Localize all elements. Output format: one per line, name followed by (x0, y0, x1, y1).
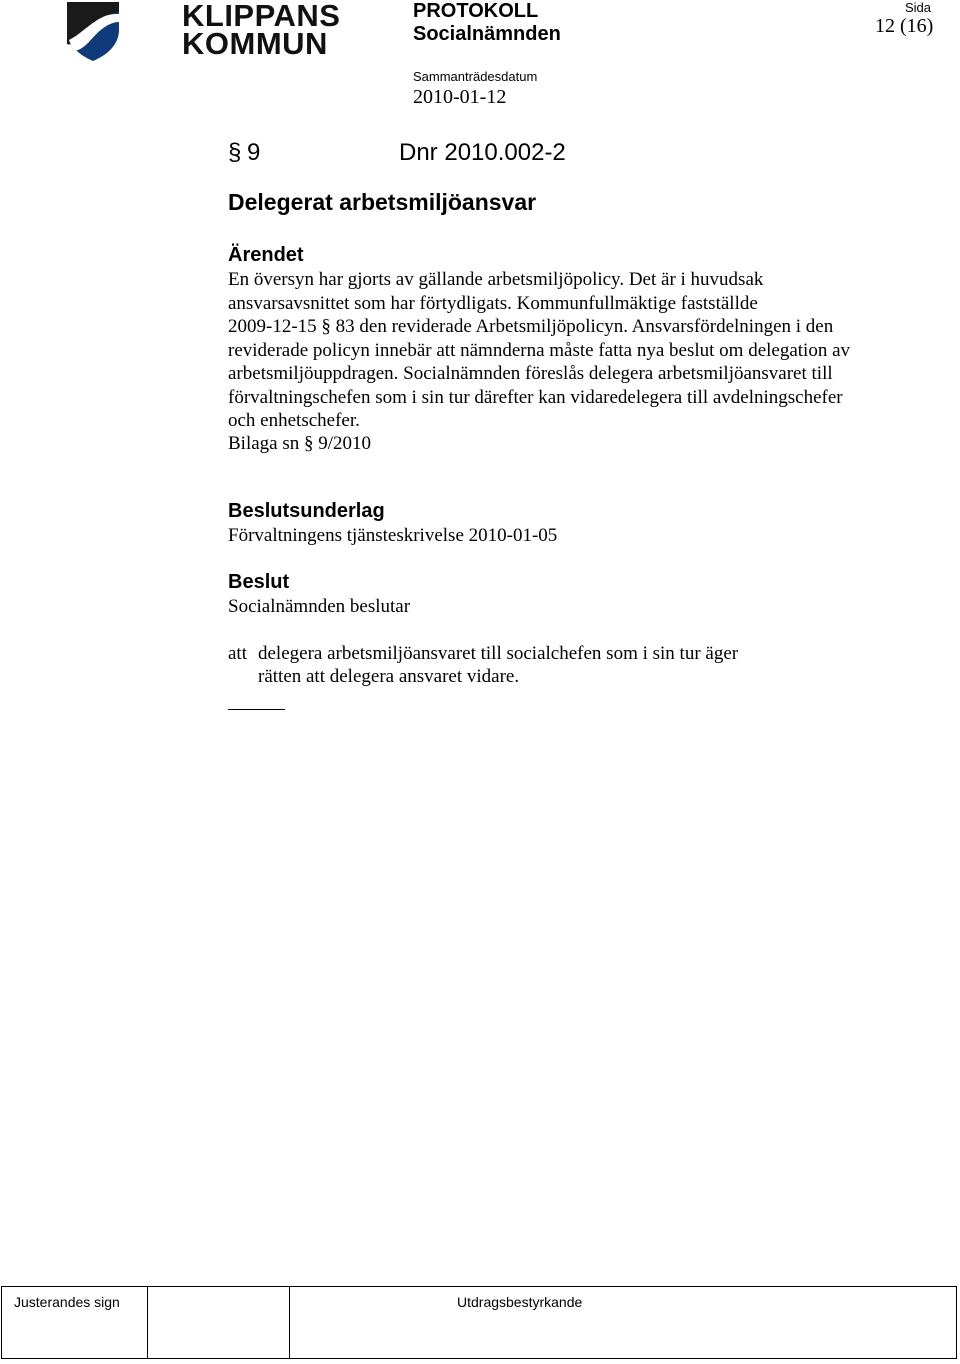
arendet-line: En översyn har gjorts av gällande arbetsmiljöpolicy. Det är i huvudsak (228, 269, 764, 290)
arendet-body (228, 268, 918, 433)
document-type: PROTOKOLL (413, 0, 539, 22)
logo-text-line2: KOMMUN (182, 26, 328, 61)
meeting-date-label: Sammanträdesdatum (413, 69, 538, 84)
decision-line-1: delegera arbetsmiljöansvaret till socialchefen som i sin tur äger (258, 643, 739, 664)
beslut-heading: Beslut (228, 571, 290, 593)
arendet-line: reviderade policyn innebär att nämnderna måste fatta nya beslut om delegation av (228, 339, 851, 361)
utdragsbestyrkande-label: Utdragsbestyrkande (457, 1294, 583, 1310)
paragraph-title: Delegerat arbetsmiljöansvar (228, 189, 537, 215)
end-rule (228, 709, 285, 710)
section-sign: § (228, 139, 242, 166)
arendet-line: 2009-12-15 § 83 den reviderade Arbetsmiljöpolicyn. Ansvarsfördelningen i den (228, 316, 834, 337)
arendet-line: arbetsmiljöuppdragen. Socialnämnden föreslås delegera arbetsmiljöansvaret till (228, 363, 833, 384)
municipality-logo (62, 0, 341, 64)
arendet-line: förvaltningschefen som i sin tur därefter kan vidaredelegera till avdelningschefer (228, 386, 843, 408)
att-word: att (228, 643, 247, 664)
logo-text-line1: KLIPPANS (182, 0, 341, 33)
footer-signature-box (1, 1286, 957, 1359)
beslutsunderlag-text: Förvaltningens tjänsteskrivelse 2010-01-05 (228, 525, 558, 546)
page-label: Sida (905, 0, 932, 15)
arendet-heading: Ärendet (228, 244, 304, 266)
decision-line-2: rätten att delegera ansvaret vidare. (258, 666, 520, 687)
meeting-date: 2010-01-12 (413, 86, 507, 108)
paragraph-number: 9 (247, 139, 261, 166)
arendet-line: ansvarsavsnittet som har förtydligats. Kommunfullmäktige fastställde (228, 292, 758, 314)
footer-divider (289, 1287, 290, 1358)
diary-number: Dnr 2010.002-2 (399, 139, 566, 166)
arendet-line: och enhetschefer. (228, 410, 360, 431)
attachment-reference: Bilaga sn § 9/2010 (228, 433, 372, 454)
committee-name: Socialnämnden (413, 23, 561, 45)
page-number: 12 (16) (875, 15, 934, 37)
coat-of-arms-icon (65, 0, 121, 62)
beslutsunderlag-heading: Beslutsunderlag (228, 500, 385, 522)
justerandes-sign-label: Justerandes sign (14, 1294, 120, 1310)
footer-divider (147, 1287, 148, 1358)
beslut-intro: Socialnämnden beslutar (228, 596, 411, 617)
